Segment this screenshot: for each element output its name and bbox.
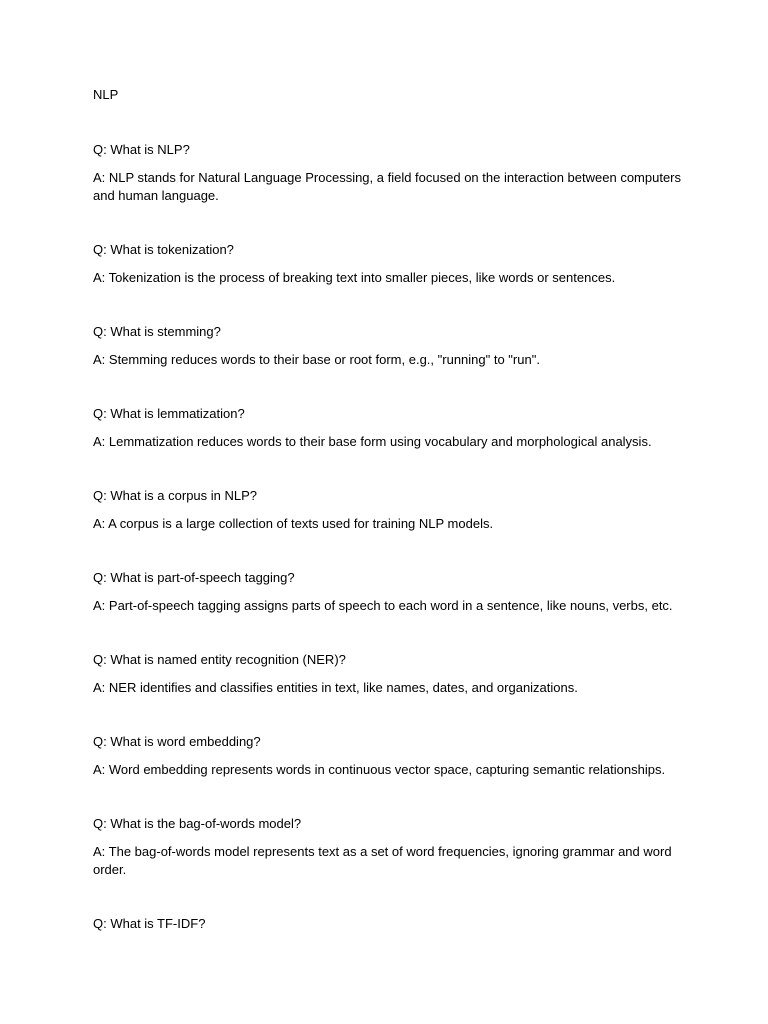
question-text: Q: What is TF-IDF? bbox=[93, 916, 206, 931]
question-text: Q: What is part-of-speech tagging? bbox=[93, 570, 295, 585]
answer-text: A: The bag-of-words model represents text as a set of word frequencies, ignoring grammar and word order. bbox=[93, 844, 672, 877]
question-text: Q: What is a corpus in NLP? bbox=[93, 488, 258, 503]
question-text: Q: What is word embedding? bbox=[93, 734, 261, 749]
question-text: Q: What is the bag-of-words model? bbox=[93, 816, 302, 831]
qa-item bbox=[93, 915, 693, 933]
answer-text: A: Lemmatization reduces words to their base form using vocabulary and morphological analysis. bbox=[93, 434, 652, 449]
page-title: NLP bbox=[93, 87, 119, 102]
answer-text: A: Part-of-speech tagging assigns parts of speech to each word in a sentence, like nouns, verbs, etc. bbox=[93, 598, 673, 613]
question-text: Q: What is named entity recognition (NER)? bbox=[93, 652, 346, 667]
answer-text: A: NLP stands for Natural Language Processing, a field focused on the interaction between computers and human language. bbox=[93, 170, 682, 203]
qa-item bbox=[93, 651, 693, 697]
answer-text: A: NER identifies and classifies entities in text, like names, dates, and organizations. bbox=[93, 680, 578, 695]
qa-item bbox=[93, 733, 693, 779]
question-text: Q: What is NLP? bbox=[93, 142, 190, 157]
question-text: Q: What is tokenization? bbox=[93, 242, 234, 257]
qa-item bbox=[93, 569, 693, 615]
qa-item bbox=[93, 241, 693, 287]
answer-text: A: A corpus is a large collection of texts used for training NLP models. bbox=[93, 516, 494, 531]
qa-item bbox=[93, 487, 693, 533]
qa-item bbox=[93, 405, 693, 451]
question-text: Q: What is stemming? bbox=[93, 324, 221, 339]
qa-item bbox=[93, 815, 693, 879]
answer-text: A: Tokenization is the process of breaking text into smaller pieces, like words or sentences. bbox=[93, 270, 616, 285]
answer-text: A: Stemming reduces words to their base or root form, e.g., "running" to "run". bbox=[93, 352, 540, 367]
question-text: Q: What is lemmatization? bbox=[93, 406, 245, 421]
qa-item bbox=[93, 323, 693, 369]
answer-text: A: Word embedding represents words in continuous vector space, capturing semantic relationships. bbox=[93, 762, 666, 777]
qa-item bbox=[93, 141, 693, 205]
